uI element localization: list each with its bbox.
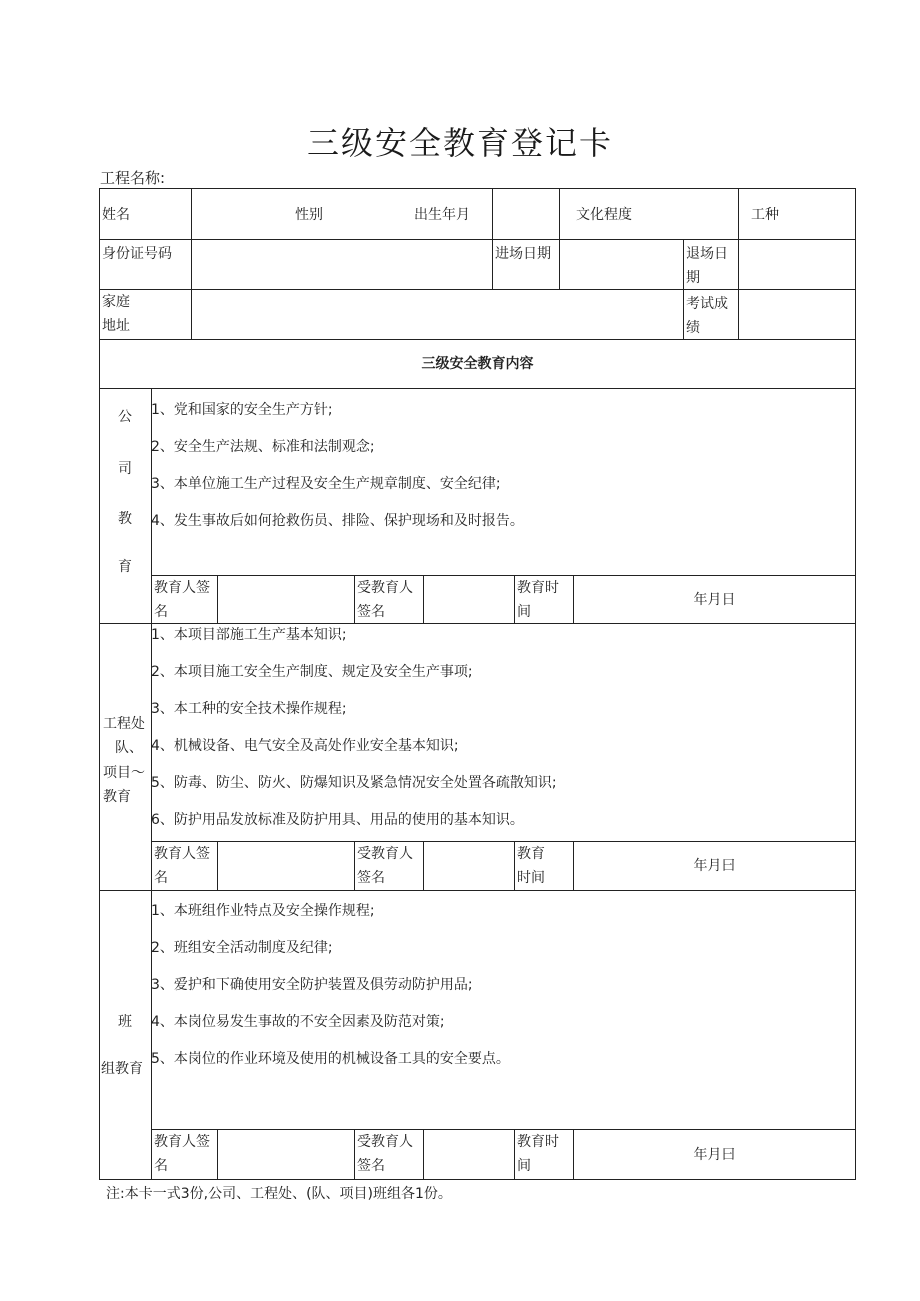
educatee-sign-label: 受教育人 签名 [354, 841, 424, 891]
educator-sign-field[interactable] [217, 841, 355, 891]
educator-sign-field[interactable] [217, 575, 355, 624]
list-item: 1、本项目部施工生产基本知识; [151, 627, 347, 643]
page-title: 三级安全教育登记卡 [306, 124, 613, 162]
education-time-label: 教育时 间 [514, 1129, 574, 1180]
education-date-field[interactable]: 年月日 [573, 575, 856, 624]
educator-sign-label: 教育人签 名 [151, 841, 218, 891]
content-header: 三级安全教育内容 [99, 339, 856, 389]
list-item: 3、本单位施工生产过程及安全生产规章制度、安全纪律; [151, 476, 501, 492]
educatee-sign-field[interactable] [423, 841, 515, 891]
address-field[interactable] [191, 289, 684, 340]
list-item: 4、发生事故后如何抢救伤员、排险、保护现场和及时报告。 [151, 513, 524, 529]
company-section-label: 公 司 教 育 [99, 388, 152, 624]
list-item: 2、安全生产法规、标准和法制观念; [151, 439, 375, 455]
education-date-field[interactable]: 年月曰 [573, 1129, 856, 1180]
entry-date-field[interactable] [559, 239, 684, 290]
list-item: 6、防护用品发放标准及防护用具、用品的使用的基本知识。 [151, 812, 524, 828]
exit-date-label: 退场日 期 [683, 239, 739, 290]
list-item: 3、爱护和下确使用安全防护装置及俱劳动防护用品; [151, 977, 473, 993]
education-label: 文化程度 [559, 188, 739, 240]
list-item: 2、本项目施工安全生产制度、规定及安全生产事项; [151, 664, 473, 680]
name-label: 姓名 [99, 188, 192, 240]
name-gender-birth-cell[interactable] [191, 188, 493, 240]
birth-label: 出生年月 [414, 207, 470, 223]
address-label: 家庭 地址 [99, 289, 192, 340]
gender-label: 性别 [295, 207, 323, 223]
list-item: 5、本岗位的作业环境及使用的机械设备工具的安全要点。 [151, 1051, 510, 1067]
id-number-field[interactable] [191, 239, 493, 290]
list-item: 5、防毒、防尘、防火、防爆知识及紧急情况安全处置各疏散知识; [151, 775, 557, 791]
project-name-label: 工程名称: [100, 169, 166, 187]
exam-score-field[interactable] [738, 289, 856, 340]
team-section-label: 班 组教育 [99, 890, 152, 1180]
list-item: 3、本工种的安全技术操作规程; [151, 701, 347, 717]
list-item: 1、党和国家的安全生产方针; [151, 402, 333, 418]
exit-date-field[interactable] [738, 239, 856, 290]
education-time-label: 教育 时间 [514, 841, 574, 891]
education-date-field[interactable]: 年月曰 [573, 841, 856, 891]
educatee-sign-field[interactable] [423, 575, 515, 624]
list-item: 2、班组安全活动制度及纪律; [151, 940, 333, 956]
educator-sign-field[interactable] [217, 1129, 355, 1180]
list-item: 1、本班组作业特点及安全操作规程; [151, 903, 375, 919]
birth-value[interactable] [492, 188, 560, 240]
list-item: 4、本岗位易发生事故的不安全因素及防范对策; [151, 1014, 445, 1030]
educatee-sign-field[interactable] [423, 1129, 515, 1180]
list-item: 4、机械设备、电气安全及高处作业安全基本知识; [151, 738, 459, 754]
educatee-sign-label: 受教育人 签名 [354, 575, 424, 624]
id-number-label: 身份证号码 [99, 239, 192, 290]
education-time-label: 教育时 间 [514, 575, 574, 624]
educator-sign-label: 教育人签 名 [151, 1129, 218, 1180]
entry-date-label: 进场日期 [492, 239, 560, 290]
exam-score-label: 考试成 绩 [683, 289, 739, 340]
footnote: 注:本卡一式3份,公司、工程处、(队、项目)班组各1份。 [106, 1186, 452, 1202]
project-section-label: 工程处 队、 项目～ 教育 [99, 623, 152, 891]
educator-sign-label: 教育人签 名 [151, 575, 218, 624]
educatee-sign-label: 受教育人 签名 [354, 1129, 424, 1180]
trade-label: 工种 [738, 188, 856, 240]
team-content [151, 890, 856, 1130]
